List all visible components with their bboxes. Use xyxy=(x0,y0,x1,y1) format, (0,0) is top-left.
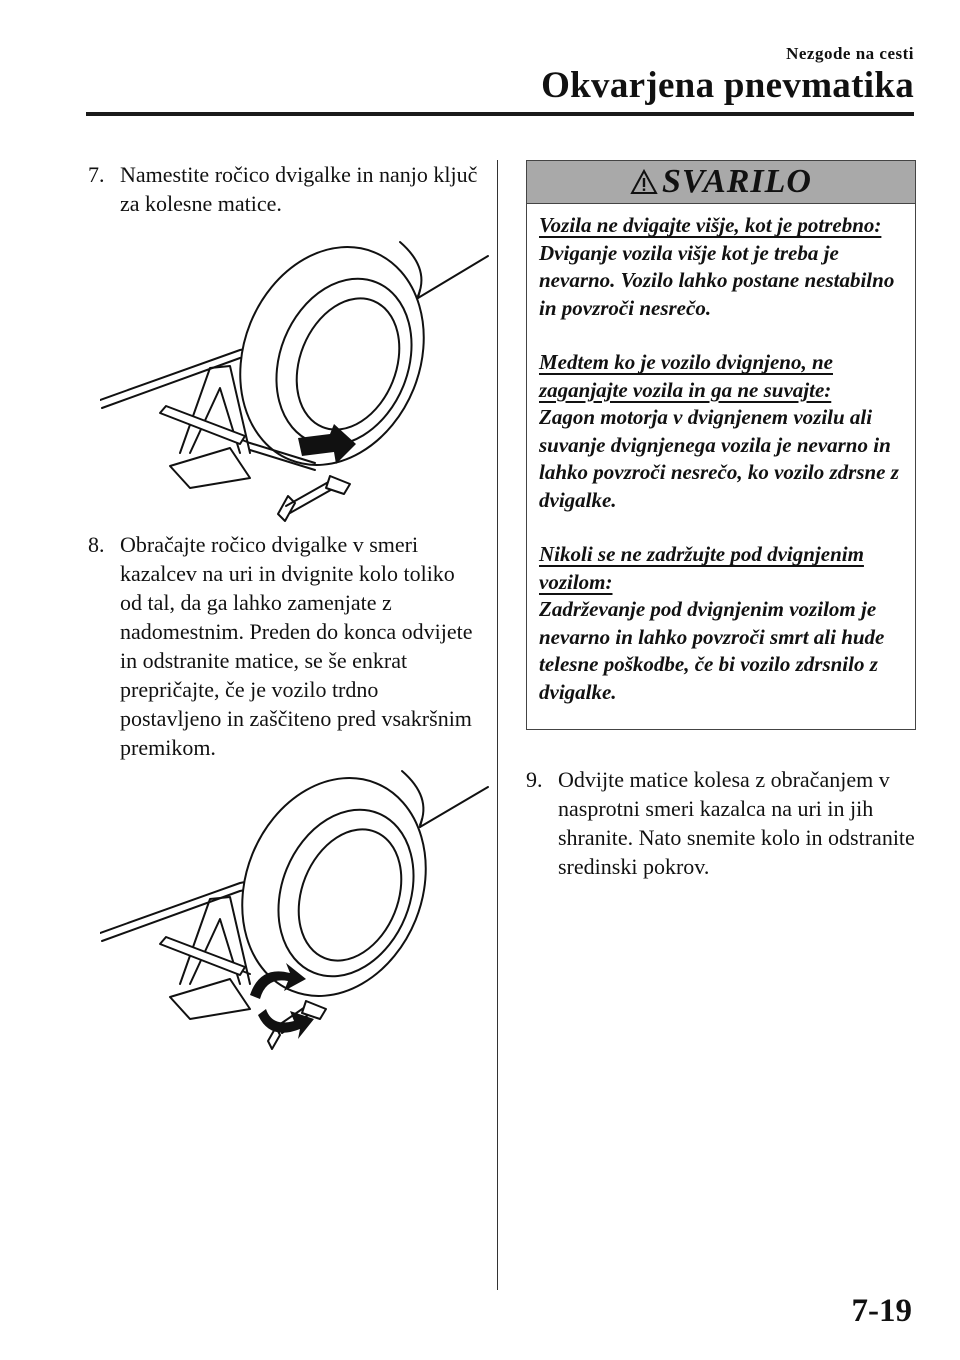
header-section: Nezgode na cesti xyxy=(786,44,914,63)
warning-text-1: Dviganje vozila višje kot je treba je nevarno. Vozilo lahko postane nestabilno in povzroči nesrečo. xyxy=(539,240,895,320)
warning-box xyxy=(526,160,916,730)
page-number: 7-19 xyxy=(851,1293,912,1329)
step-9 xyxy=(526,765,916,881)
column-divider xyxy=(497,160,498,1290)
step-text: Obračajte ročico dvigalke v smeri kazalcev na uri in dvignite kolo toliko od tal, da ga lahko zamenjate z nadomestnim. Preden do konca odvijete in odstranite matice, se še enkrat prepričajte, če je vozilo trdno postavljeno in zaščiteno pred vsakršnim premikom. xyxy=(120,532,473,760)
warning-triangle-icon xyxy=(630,169,658,195)
step-number: 9. xyxy=(526,767,543,792)
step-text: Odvijte matice kolesa z obračanjem v nasprotni smeri kazalca na uri in jih shranite. Nato snemite kolo in odstranite sredinski pokrov. xyxy=(558,767,915,879)
warning-paragraph-3 xyxy=(539,541,903,706)
step-number: 7. xyxy=(88,162,105,187)
step-text: Namestite ročico dvigalke in nanjo ključ za kolesne matice. xyxy=(120,162,478,216)
warning-header xyxy=(527,161,915,204)
warning-heading-1: Vozila ne dvigajte višje, kot je potrebno: xyxy=(539,213,882,237)
warning-heading-2: Medtem ko je vozilo dvignjeno, ne zaganjajte vozila in ga ne suvajte: xyxy=(539,350,833,402)
step-8 xyxy=(88,530,480,762)
step-7 xyxy=(88,160,480,218)
step-number: 8. xyxy=(88,532,105,557)
jack-handle-illustration xyxy=(100,238,490,528)
warning-paragraph-2 xyxy=(539,349,903,514)
warning-text-2: Zagon motorja v dvignjenem vozilu ali suvanje dvignjenega vozila je nevarno in lahko povzroči nesrečo, ko vozilo zdrsne z dvigalke. xyxy=(539,405,899,512)
warning-paragraph-1 xyxy=(539,212,903,322)
jack-raising-illustration xyxy=(100,765,490,1065)
warning-body xyxy=(527,204,915,706)
header-rule xyxy=(86,112,914,116)
page-title: Okvarjena pnevmatika xyxy=(541,65,914,106)
warning-text-3: Zadrževanje pod dvignjenim vozilom je nevarno in lahko povzroči smrt ali hude telesne poškodbe, če bi vozilo zdrsnilo z dvigalke. xyxy=(539,597,885,704)
warning-heading-3: Nikoli se ne zadržujte pod dvignjenim vozilom: xyxy=(539,542,864,594)
warning-label: SVARILO xyxy=(662,163,812,200)
